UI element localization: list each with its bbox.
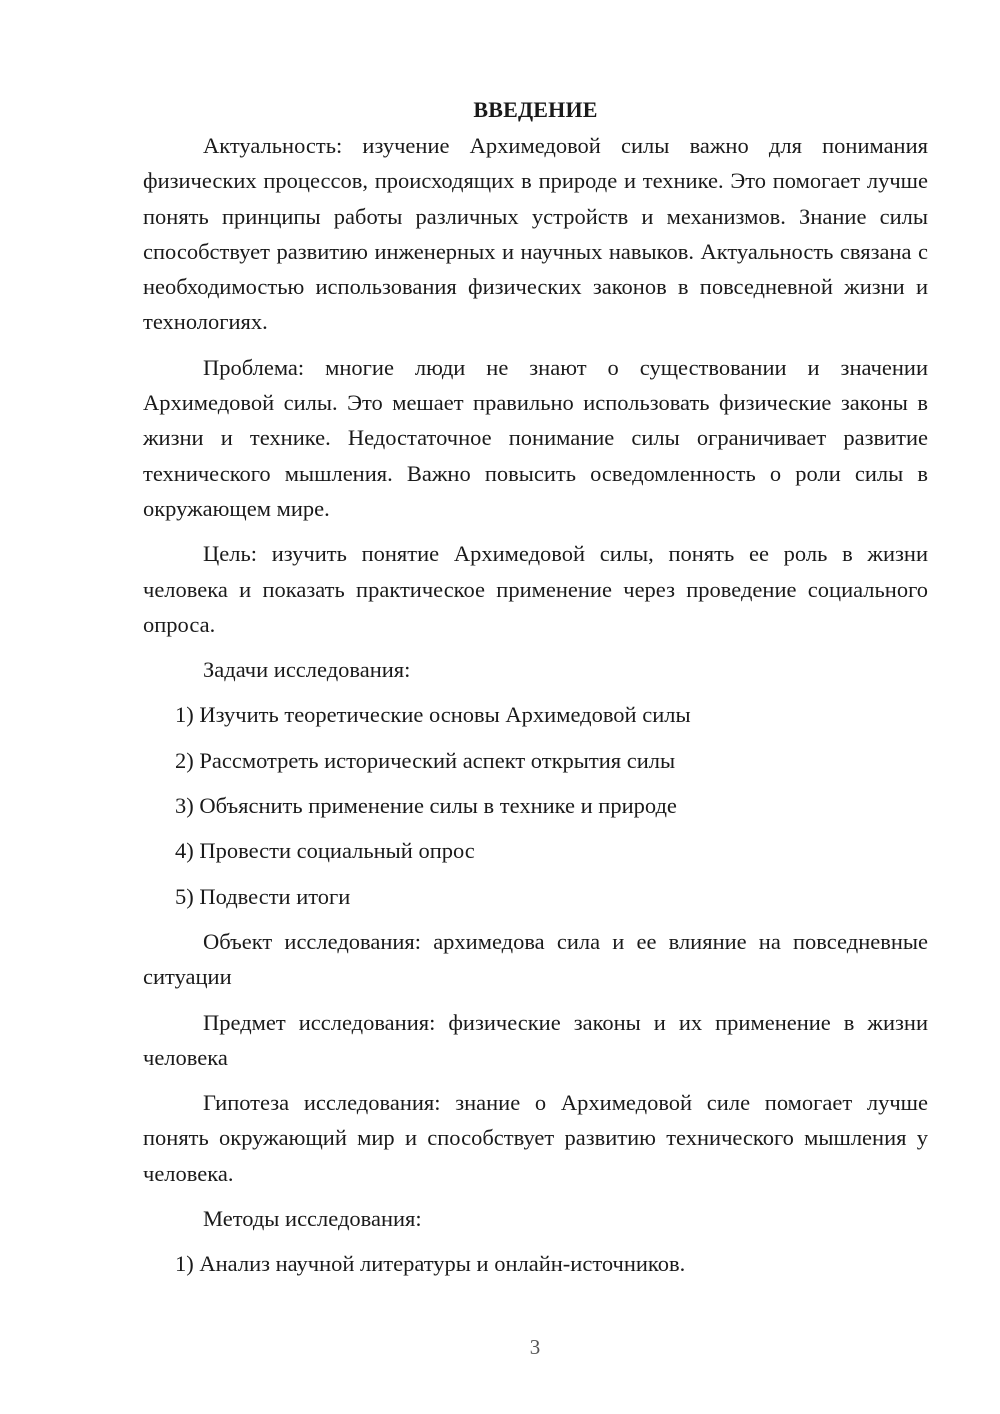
paragraph-problem: Проблема: многие люди не знают о существовании и значении Архимедовой силы. Это мешает правильно использовать физические законы в жизни и технике. Недостаточное понимание силы ограничивает развитие технического мышления. Важно повысить осведомленность о роли силы в окружающем мире. — [143, 354, 928, 521]
section-title: ВВЕДЕНИЕ — [473, 97, 598, 122]
page-content — [143, 92, 928, 1282]
paragraph-goal: Цель: изучить понятие Архимедовой силы, понять ее роль в жизни человека и показать практическое применение через проведение социального опроса. — [143, 541, 928, 637]
paragraph-subject: Предмет исследования: физические законы и их применение в жизни человека — [143, 1009, 928, 1070]
task-item: 2) Рассмотреть исторический аспект открытия силы — [175, 747, 676, 773]
methods-heading: Методы исследования: — [203, 1206, 422, 1232]
paragraph-object: Объект исследования: архимедова сила и ее влияние на повседневные ситуации — [143, 928, 928, 990]
paragraph-relevance: Актуальность: изучение Архимедовой силы важно для понимания физических процессов, происходящих в природе и технике. Это помогает лучше понять принципы работы различных устройств и механизмов. Знание силы способствует развитию инженерных и научных навыков. Актуальность связана с необходимостью использования физических законов в повседневной жизни и технологиях. — [143, 133, 928, 335]
task-item: 1) Изучить теоретические основы Архимедовой силы — [175, 702, 691, 728]
task-item: 5) Подвести итоги — [175, 883, 351, 909]
method-item: 1) Анализ научной литературы и онлайн-источников. — [175, 1251, 686, 1277]
page-number: 3 — [529, 1335, 541, 1359]
paragraph-hypothesis: Гипотеза исследования: знание о Архимедовой силе помогает лучше понять окружающий мир и способствует развитию технического мышления у человека. — [143, 1090, 928, 1186]
tasks-heading: Задачи исследования: — [203, 657, 411, 683]
task-item: 4) Провести социальный опрос — [175, 838, 475, 864]
task-item: 3) Объяснить применение силы в технике и природе — [175, 793, 677, 819]
